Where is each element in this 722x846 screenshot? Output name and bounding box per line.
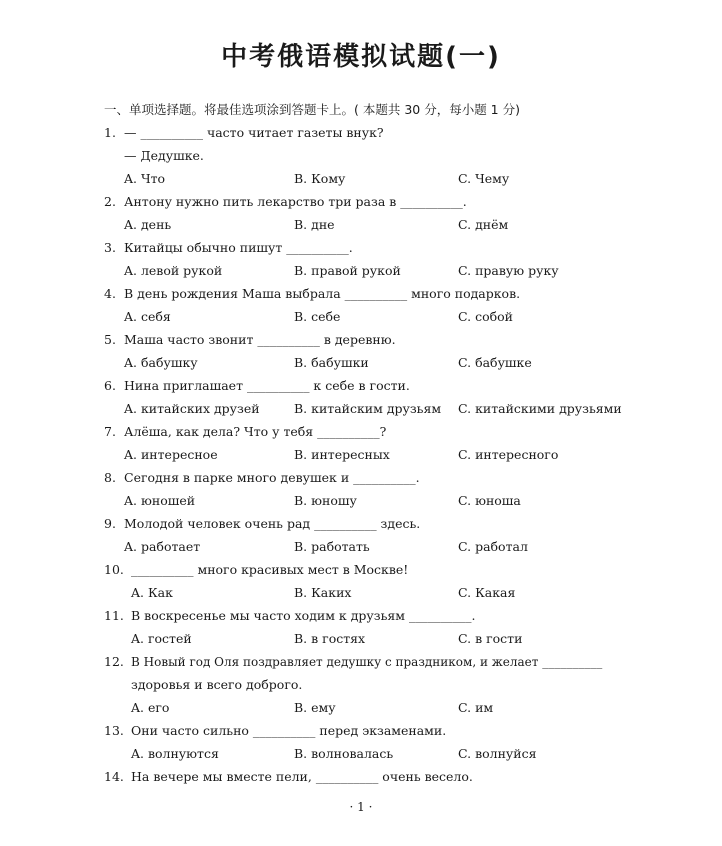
question-number: 11.	[104, 608, 124, 623]
question-text: В день рождения Маша выбрала __________ много подарков.	[124, 286, 521, 301]
option-a: A. гостей	[131, 631, 192, 646]
question-text: Антону нужно пить лекарство три раза в __________.	[124, 194, 467, 209]
question-text: Китайцы обычно пишут __________.	[124, 240, 353, 255]
section-heading: 一、单项选择题。将最佳选项涂到答题卡上。( 本题共 30 分，每小题 1 分)	[104, 102, 520, 117]
option-a: A. Как	[131, 585, 173, 600]
question-number: 5.	[104, 332, 116, 347]
option-b: B. волновалась	[294, 746, 394, 761]
option-a: A. бабушку	[124, 355, 198, 370]
question-number: 9.	[104, 516, 116, 531]
question-text: В Новый год Оля поздравляет дедушку с праздником, и желает __________	[131, 655, 603, 669]
question-text: __________ много красивых мест в Москве!	[131, 562, 409, 577]
question-number: 14.	[104, 769, 124, 784]
question-number: 2.	[104, 194, 116, 209]
question-number: 1.	[104, 125, 116, 140]
option-c: C. собой	[458, 309, 513, 324]
page-number: · 1 ·	[349, 800, 373, 814]
question-text: На вечере мы вместе пели, __________ очень весело.	[131, 769, 473, 784]
option-b: B. Каких	[294, 585, 352, 600]
option-a: A. китайских друзей	[124, 401, 260, 416]
option-c: C. волнуйся	[458, 746, 537, 761]
option-c: C. бабушке	[458, 355, 532, 370]
option-a: A. работает	[124, 539, 201, 554]
option-c: C. в гости	[458, 631, 523, 646]
option-b: B. правой рукой	[294, 263, 401, 278]
option-b: B. юношу	[294, 493, 357, 508]
option-a: A. его	[131, 700, 170, 715]
question-text-continued: — Дедушке.	[124, 148, 204, 163]
option-b: B. ему	[294, 700, 336, 715]
question-number: 12.	[104, 654, 124, 669]
question-number: 8.	[104, 470, 116, 485]
option-b: B. китайским друзьям	[294, 401, 442, 416]
option-a: A. юношей	[124, 493, 196, 508]
question-number: 3.	[104, 240, 116, 255]
option-b: B. бабушки	[294, 355, 369, 370]
option-a: A. волнуются	[131, 746, 219, 761]
question-text: Сегодня в парке много девушек и __________.	[124, 470, 420, 485]
option-a: A. Что	[124, 171, 166, 186]
option-b: B. работать	[294, 539, 370, 554]
option-a: A. себя	[124, 309, 171, 324]
question-text: Молодой человек очень рад __________ здесь.	[124, 516, 421, 531]
question-text: — __________ часто читает газеты внук?	[124, 125, 384, 140]
question-text: Маша часто звонит __________ в деревню.	[124, 332, 396, 347]
question-number: 4.	[104, 286, 116, 301]
option-c: C. днём	[458, 217, 509, 232]
question-number: 6.	[104, 378, 116, 393]
question-number: 10.	[104, 562, 124, 577]
option-c: C. правую руку	[458, 263, 559, 278]
option-c: C. Какая	[458, 585, 516, 600]
option-a: A. левой рукой	[124, 263, 223, 278]
option-b: B. дне	[294, 217, 335, 232]
page-title: 中考俄语模拟试题(一)	[221, 42, 501, 72]
option-c: C. китайскими друзьями	[458, 401, 622, 416]
question-number: 13.	[104, 723, 124, 738]
option-b: B. в гостях	[294, 631, 366, 646]
option-b: B. себе	[294, 309, 341, 324]
question-text: Алёша, как дела? Что у тебя __________?	[124, 424, 387, 439]
option-c: C. работал	[458, 539, 528, 554]
question-text: Нина приглашает __________ к себе в гости.	[124, 378, 410, 393]
question-number: 7.	[104, 424, 116, 439]
question-text: В воскресенье мы часто ходим к друзьям __________.	[131, 608, 476, 623]
option-c: C. им	[458, 700, 494, 715]
option-c: C. Чему	[458, 171, 510, 186]
question-text: Они часто сильно __________ перед экзаменами.	[131, 723, 447, 738]
question-text-continued: здоровья и всего доброго.	[131, 677, 303, 692]
option-b: B. Кому	[294, 171, 346, 186]
option-b: B. интересных	[294, 447, 390, 462]
option-a: A. день	[124, 217, 172, 232]
option-a: A. интересное	[124, 447, 218, 462]
option-c: C. интересного	[458, 447, 559, 462]
option-c: C. юноша	[458, 493, 521, 508]
